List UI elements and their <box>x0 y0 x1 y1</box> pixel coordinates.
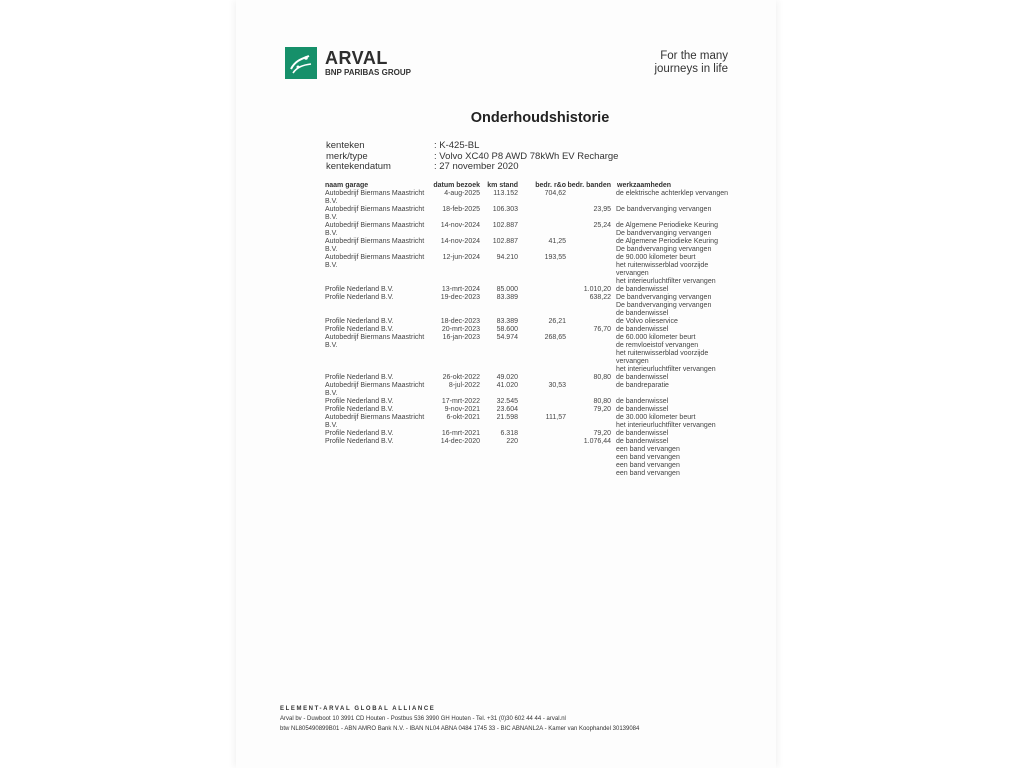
row-work-item: de bandenwissel <box>616 326 669 333</box>
row-ro-amount: 193,55 <box>544 254 566 261</box>
row-date: 18-dec-2023 <box>440 318 480 325</box>
row-garage: Profile Nederland B.V. <box>325 326 394 333</box>
row-date: 16-jan-2023 <box>442 334 480 341</box>
row-date: 8-jul-2022 <box>448 382 480 389</box>
row-garage: Autobedrijf Biermans Maastricht B.V. <box>325 254 425 269</box>
footer-address: Arval bv - Duwboot 10 3991 CD Houten - Postbus 536 3990 GH Houten - Tel. +31 (0)30 602 44 44 - arval.nl <box>280 716 566 722</box>
slogan <box>620 50 728 76</box>
row-work-item: de 30.000 kilometer beurt <box>616 414 696 421</box>
row-work-item: het interieurluchtfilter vervangen <box>616 278 716 285</box>
row-banden-amount: 80,80 <box>593 374 611 381</box>
row-work-item: de Algemene Periodieke Keuring <box>616 222 718 229</box>
row-work-item: het ruitenwisserblad voorzijde <box>616 350 709 357</box>
row-km: 54.974 <box>496 334 518 341</box>
row-date: 14-dec-2020 <box>440 438 480 445</box>
row-work-item: een band vervangen <box>616 446 680 453</box>
row-work-item: De bandvervanging vervangen <box>616 294 712 301</box>
row-date: 18-feb-2025 <box>442 206 480 213</box>
row-garage: Profile Nederland B.V. <box>325 318 394 325</box>
row-date: 6-okt-2021 <box>446 414 480 421</box>
row-km: 94.210 <box>496 254 518 261</box>
kentekendatum-label: kentekendatum <box>326 161 391 172</box>
row-work-item: de bandenwissel <box>616 438 669 445</box>
row-km: 6.318 <box>500 430 518 437</box>
row-date: 16-mrt-2021 <box>441 430 480 437</box>
row-banden-amount: 25,24 <box>593 222 611 229</box>
row-date: 13-mrt-2024 <box>441 286 480 293</box>
row-date: 4-aug-2025 <box>444 190 480 197</box>
row-garage: Profile Nederland B.V. <box>325 294 394 301</box>
row-km: 58.600 <box>496 326 518 333</box>
col-header-ro: bedr. r&o <box>535 182 566 189</box>
row-work-item: De bandvervanging vervangen <box>616 302 712 309</box>
row-work-item: de bandenwissel <box>616 430 669 437</box>
merk-label: merk/type <box>326 151 368 162</box>
row-work-item: de 90.000 kilometer beurt <box>616 254 696 261</box>
row-work-item: De bandvervanging vervangen <box>616 246 712 253</box>
row-work-item: vervangen <box>616 270 649 277</box>
page-title: Onderhoudshistorie <box>470 110 610 126</box>
row-km: 220 <box>506 438 518 445</box>
row-km: 21.598 <box>496 414 518 421</box>
row-work-item: de bandreparatie <box>616 382 669 389</box>
row-km: 32.545 <box>496 398 518 405</box>
row-work-item: de bandenwissel <box>616 374 669 381</box>
row-work-item: de elektrische achterklep vervangen <box>616 190 729 197</box>
row-km: 85.000 <box>496 286 518 293</box>
row-work-item: een band vervangen <box>616 462 680 469</box>
row-garage: Autobedrijf Biermans Maastricht B.V. <box>325 414 425 429</box>
row-ro-amount: 704,62 <box>544 190 566 197</box>
row-km: 41.020 <box>496 382 518 389</box>
row-km: 106.303 <box>492 206 518 213</box>
row-work-item: de bandenwissel <box>616 398 669 405</box>
row-km: 102.887 <box>492 222 518 229</box>
row-garage: Profile Nederland B.V. <box>325 374 394 381</box>
footer-registration: btw NL805490899B01 - ABN AMRO Bank N.V. - IBAN NL04 ABNA 0484 1745 33 - BIC ABNANL2A - Kamer van Koophandel 30139084 <box>280 726 640 732</box>
row-ro-amount: 41,25 <box>548 238 566 245</box>
row-garage: Autobedrijf Biermans Maastricht B.V. <box>325 190 425 205</box>
row-km: 23.604 <box>496 406 518 413</box>
row-banden-amount: 638,22 <box>589 294 611 301</box>
row-work-item: de bandenwissel <box>616 310 669 317</box>
row-work-item: het interieurluchtfilter vervangen <box>616 366 716 373</box>
row-garage: Autobedrijf Biermans Maastricht B.V. <box>325 238 425 253</box>
merk-value: : Volvo XC40 P8 AWD 78kWh EV Recharge <box>434 151 619 162</box>
row-work-item: de bandenwissel <box>616 406 669 413</box>
row-work-item: De bandvervanging vervangen <box>616 230 712 237</box>
row-ro-amount: 26,21 <box>548 318 566 325</box>
row-date: 12-jun-2024 <box>442 254 480 261</box>
row-date: 19-dec-2023 <box>440 294 480 301</box>
row-work-item: de remvloeistof vervangen <box>616 342 699 349</box>
row-km: 113.152 <box>493 190 518 197</box>
footer-title: ELEMENT-ARVAL GLOBAL ALLIANCE <box>280 706 436 712</box>
row-work-item: de Algemene Periodieke Keuring <box>616 238 718 245</box>
row-work-item: een band vervangen <box>616 454 680 461</box>
col-header-work: werkzaamheden <box>617 182 672 189</box>
row-date: 14-nov-2024 <box>440 222 480 229</box>
col-header-km: km stand <box>487 182 518 189</box>
row-banden-amount: 76,70 <box>593 326 611 333</box>
row-km: 102.887 <box>492 238 518 245</box>
row-work-item: De bandvervanging vervangen <box>616 206 712 213</box>
row-garage: Profile Nederland B.V. <box>325 438 394 445</box>
row-garage: Profile Nederland B.V. <box>325 398 394 405</box>
row-km: 49.020 <box>496 374 518 381</box>
row-garage: Profile Nederland B.V. <box>325 430 394 437</box>
row-garage: Profile Nederland B.V. <box>325 286 394 293</box>
row-ro-amount: 268,65 <box>544 334 566 341</box>
kentekendatum-value: : 27 november 2020 <box>434 161 519 172</box>
arval-logo-icon <box>285 47 317 79</box>
row-garage: Autobedrijf Biermans Maastricht B.V. <box>325 206 425 221</box>
row-banden-amount: 79,20 <box>593 406 611 413</box>
col-header-garage: naam garage <box>325 182 369 189</box>
row-garage: Autobedrijf Biermans Maastricht B.V. <box>325 334 425 349</box>
row-date: 14-nov-2024 <box>440 238 480 245</box>
row-banden-amount: 1.010,20 <box>583 286 611 293</box>
row-banden-amount: 1.076,44 <box>583 438 611 445</box>
row-work-item: een band vervangen <box>616 470 680 477</box>
row-banden-amount: 79,20 <box>593 430 611 437</box>
row-banden-amount: 80,80 <box>593 398 611 405</box>
row-garage: Autobedrijf Biermans Maastricht B.V. <box>325 222 425 237</box>
col-header-banden: bedr. banden <box>567 182 611 189</box>
row-work-item: de Volvo olieservice <box>616 318 678 325</box>
brand-name: ARVAL <box>325 48 388 68</box>
col-header-date: datum bezoek <box>433 182 480 189</box>
brand-group: BNP PARIBAS GROUP <box>325 68 411 77</box>
row-ro-amount: 111,57 <box>545 414 566 421</box>
row-date: 26-okt-2022 <box>442 374 480 381</box>
row-work-item: vervangen <box>616 358 649 365</box>
row-work-item: het ruitenwisserblad voorzijde <box>616 262 709 269</box>
row-banden-amount: 23,95 <box>593 206 611 213</box>
slogan-line-1: For the many <box>660 50 728 62</box>
row-km: 83.389 <box>496 318 518 325</box>
row-date: 17-mrt-2022 <box>441 398 480 405</box>
row-ro-amount: 30,53 <box>548 382 566 389</box>
row-work-item: de bandenwissel <box>616 286 669 293</box>
slogan-line-2: journeys in life <box>654 63 728 75</box>
kenteken-label: kenteken <box>326 140 365 151</box>
row-date: 20-mrt-2023 <box>441 326 480 333</box>
row-work-item: de 60.000 kilometer beurt <box>616 334 696 341</box>
row-garage: Autobedrijf Biermans Maastricht B.V. <box>325 382 425 397</box>
row-date: 9-nov-2021 <box>444 406 480 413</box>
row-km: 83.389 <box>496 294 518 301</box>
row-work-item: het interieurluchtfilter vervangen <box>616 422 716 429</box>
row-garage: Profile Nederland B.V. <box>325 406 394 413</box>
kenteken-value: : K-425-BL <box>434 140 480 151</box>
